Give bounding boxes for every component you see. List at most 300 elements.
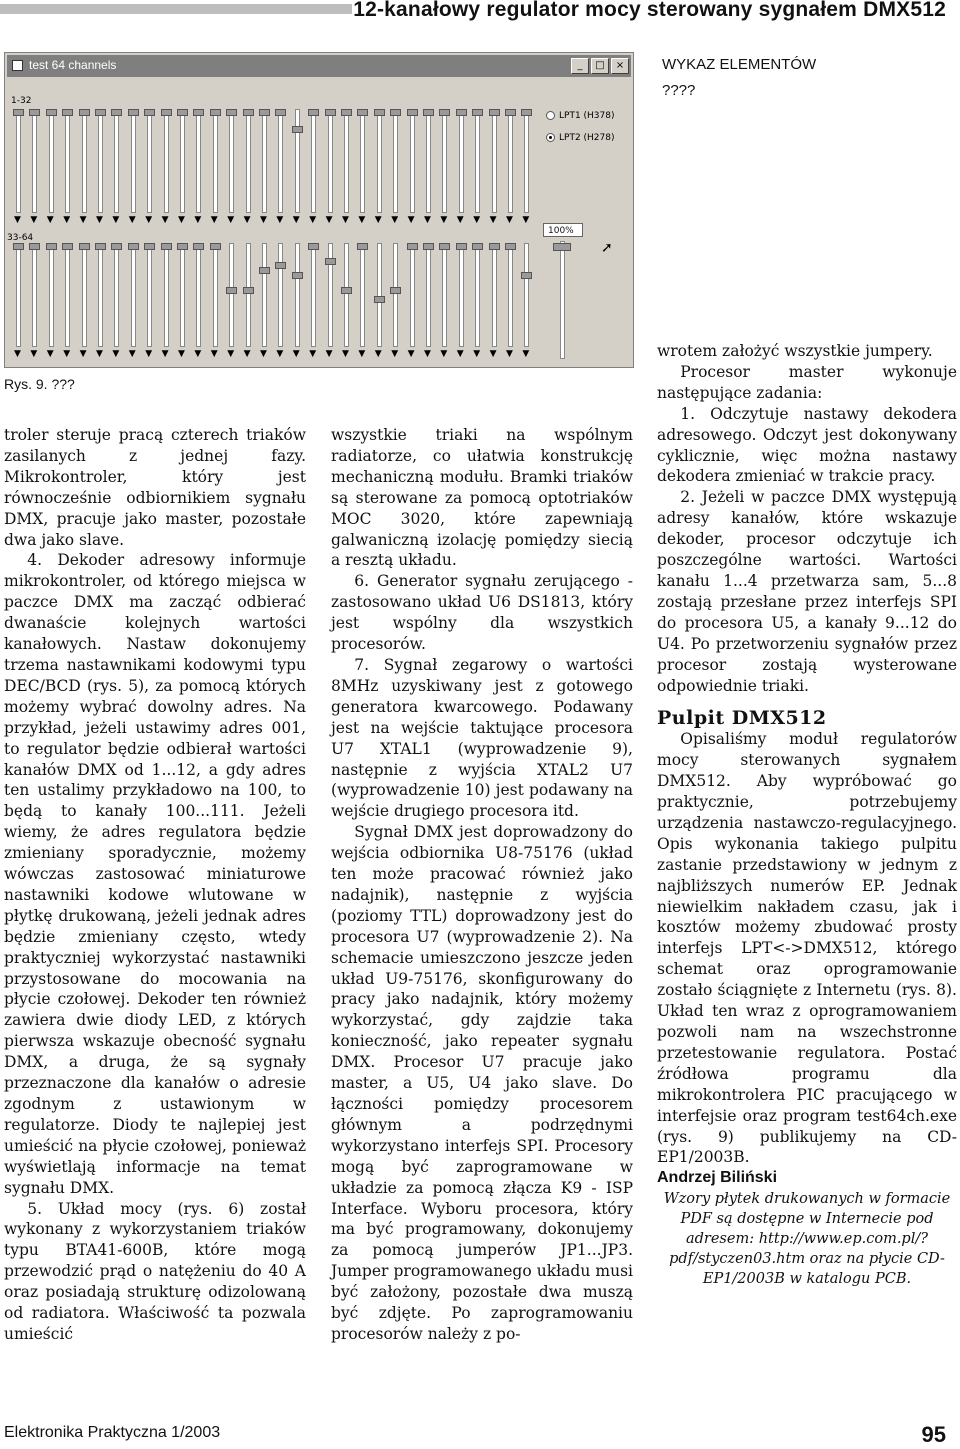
paragraph: troler steruje pracą czterech triaków zasilanych z jednej fazy. Mikrokontroler, który jest równocześnie odbiornikiem sygnału DMX, pracuje jako master, pozostałe dwa jako slave. [4, 426, 306, 549]
slider-arrow-icon: ▼ [407, 215, 415, 225]
paragraph: 1. Odczytuje nastawy dekodera adresowego. Odczyt jest dokonywany cyklicznie, więc można nastawy dekodera zmieniać w trakcie pracy. [657, 404, 957, 486]
slider-track [16, 109, 21, 213]
slider-arrow-icon: ▼ [145, 349, 153, 359]
slider-track [410, 243, 415, 347]
slider-arrow-icon: ▼ [473, 215, 481, 225]
slider-arrow-icon: ▼ [96, 349, 103, 359]
channel-slider-34[interactable] [29, 243, 40, 359]
slider-track [377, 109, 382, 213]
channel-slider-28[interactable] [456, 109, 467, 225]
slider-track [311, 243, 316, 347]
slider-arrow-icon: ▼ [145, 215, 153, 225]
slider-track [492, 109, 497, 213]
slider-thumb[interactable] [521, 109, 532, 116]
slider-thumb[interactable] [29, 109, 40, 116]
slider-thumb[interactable] [423, 243, 434, 250]
slider-thumb[interactable] [161, 109, 172, 116]
channel-slider-62[interactable] [489, 243, 500, 359]
channel-slider-7[interactable] [111, 109, 122, 225]
channel-slider-32[interactable] [521, 109, 532, 225]
slider-thumb[interactable] [128, 109, 139, 116]
slider-arrow-icon: ▼ [161, 349, 169, 359]
channel-slider-40[interactable] [128, 243, 139, 359]
slider-track [229, 109, 234, 213]
channel-slider-13[interactable] [210, 109, 221, 225]
slider-arrow-icon: ▼ [342, 215, 349, 225]
slider-arrow-icon: ▼ [46, 349, 54, 359]
slider-thumb[interactable] [193, 243, 204, 250]
parts-list-title: WYKAZ ELEMENTÓW [662, 56, 817, 73]
slider-thumb[interactable] [521, 272, 532, 279]
slider-arrow-icon: ▼ [161, 215, 169, 225]
text-column-2 [331, 425, 633, 1345]
slider-thumb[interactable] [423, 109, 434, 116]
slider-thumb[interactable] [390, 109, 401, 116]
slider-track [114, 109, 119, 213]
mouse-pointer-icon: ➚ [601, 239, 613, 255]
channel-slider-61[interactable] [472, 243, 483, 359]
paragraph: wrotem założyć wszystkie jumpery. [657, 342, 933, 360]
slider-track [524, 109, 529, 213]
master-slider-thumb[interactable] [553, 243, 571, 251]
slider-thumb[interactable] [308, 243, 319, 250]
window-titlebar [7, 55, 631, 77]
channel-slider-19[interactable] [308, 109, 319, 225]
channel-slider-33[interactable] [13, 243, 24, 359]
radio-lpt2[interactable] [546, 133, 615, 143]
slider-thumb[interactable] [226, 109, 237, 116]
slider-thumb[interactable] [374, 109, 385, 116]
slider-arrow-icon: ▼ [374, 215, 382, 225]
channel-slider-56[interactable] [390, 243, 401, 359]
channel-slider-51[interactable] [308, 243, 319, 359]
slider-thumb[interactable] [177, 243, 188, 250]
slider-arrow-icon: ▼ [112, 349, 120, 359]
paragraph: 7. Sygnał zegarowy o wartości 8MHz uzyskiwany jest z gotowego generatora kwarcowego. Podawany jest na wejście taktujące procesora U7 XTAL1 (wyprowadzenie 9), następnie z wyjścia XTAL2 U7 (wyprowadzenie 10) jest podawany na wejście drugiego procesora itd. [331, 655, 633, 821]
slider-track [164, 109, 169, 213]
channel-slider-11[interactable] [177, 109, 188, 225]
slider-track [475, 243, 480, 347]
slider-thumb[interactable] [325, 258, 336, 265]
slider-track [459, 243, 464, 347]
slider-track [49, 243, 54, 347]
slider-track [295, 109, 300, 213]
channel-slider-20[interactable] [325, 109, 336, 225]
parts-list-content: ???? [662, 82, 696, 99]
channel-slider-29[interactable] [472, 109, 483, 225]
slider-thumb[interactable] [275, 262, 286, 269]
slider-arrow-icon: ▼ [112, 215, 120, 225]
slider-thumb[interactable] [226, 287, 237, 294]
slider-arrow-icon: ▼ [194, 215, 202, 225]
slider-thumb[interactable] [489, 243, 500, 250]
channel-slider-2[interactable] [29, 109, 40, 225]
slider-arrow-icon: ▼ [178, 215, 185, 225]
slider-track [508, 109, 513, 213]
slider-thumb[interactable] [161, 243, 172, 250]
slider-thumb[interactable] [505, 243, 516, 250]
slider-arrow-icon: ▼ [309, 215, 317, 225]
slider-thumb[interactable] [177, 109, 188, 116]
channel-slider-47[interactable] [243, 243, 254, 359]
channel-slider-22[interactable] [357, 109, 368, 225]
slider-arrow-icon: ▼ [456, 349, 464, 359]
slider-arrow-icon: ▼ [79, 349, 87, 359]
slider-thumb[interactable] [390, 287, 401, 294]
radio-lpt1-circle[interactable] [546, 111, 555, 120]
slider-arrow-icon: ▼ [342, 349, 349, 359]
slider-arrow-icon: ▼ [489, 215, 497, 225]
slider-arrow-icon: ▼ [424, 349, 431, 359]
slider-arrow-icon: ▼ [309, 349, 317, 359]
channel-slider-5[interactable] [79, 109, 90, 225]
section-heading: Pulpit DMX512 [657, 707, 827, 730]
running-header-title: 12-kanałowy regulator mocy sterowany sygnałem DMX512 [353, 0, 946, 21]
slider-arrow-icon: ▼ [227, 349, 235, 359]
slider-thumb[interactable] [193, 109, 204, 116]
slider-track [82, 243, 87, 347]
text-column-3 [657, 341, 957, 1289]
slider-track [442, 109, 447, 213]
footer-magazine: Elektronika Praktyczna 1/2003 [4, 1424, 221, 1441]
header-decor-bar [0, 4, 352, 14]
channel-slider-12[interactable] [193, 109, 204, 225]
figure-caption: Rys. 9. ??? [4, 376, 75, 392]
slider-arrow-icon: ▼ [243, 215, 251, 225]
channel-slider-35[interactable] [46, 243, 57, 359]
slider-thumb[interactable] [95, 109, 106, 116]
channel-slider-59[interactable] [439, 243, 450, 359]
slider-thumb[interactable] [505, 109, 516, 116]
channel-slider-39[interactable] [111, 243, 122, 359]
slider-track [344, 109, 349, 213]
channel-slider-60[interactable] [456, 243, 467, 359]
slider-track [360, 109, 365, 213]
slider-thumb[interactable] [13, 243, 24, 250]
master-slider-track [560, 241, 565, 359]
slider-track [377, 243, 382, 347]
slider-track [16, 243, 21, 347]
channel-slider-10[interactable] [161, 109, 172, 225]
channel-slider-24[interactable] [390, 109, 401, 225]
slider-thumb[interactable] [62, 109, 73, 116]
slider-track [311, 109, 316, 213]
channel-slider-50[interactable] [292, 243, 303, 359]
slider-thumb[interactable] [13, 109, 24, 116]
channel-slider-30[interactable] [489, 109, 500, 225]
slider-track [147, 243, 152, 347]
slider-arrow-icon: ▼ [30, 349, 38, 359]
slider-arrow-icon: ▼ [30, 215, 38, 225]
slider-arrow-icon: ▼ [210, 349, 218, 359]
slider-thumb[interactable] [456, 243, 467, 250]
slider-track [262, 243, 267, 347]
channel-slider-49[interactable] [275, 243, 286, 359]
paragraph: 5. Układ mocy (rys. 6) został wykonany z wykorzystaniem triaków typu BTA41-600B, które mogą przewodzić prąd o natężeniu do 40 A oraz posiadają strukturę odizolowaną od radiatora. Właściwość ta pozwala umieścić [4, 1199, 306, 1343]
channel-slider-37[interactable] [79, 243, 90, 359]
slider-thumb[interactable] [357, 109, 368, 116]
slider-track [360, 243, 365, 347]
slider-thumb[interactable] [292, 272, 303, 279]
channel-slider-54[interactable] [357, 243, 368, 359]
slider-arrow-icon: ▼ [391, 215, 399, 225]
slider-track [229, 243, 234, 347]
slider-thumb[interactable] [95, 243, 106, 250]
slider-thumb[interactable] [275, 109, 286, 116]
slider-arrow-icon: ▼ [325, 215, 333, 225]
slider-track [475, 109, 480, 213]
slider-track [410, 109, 415, 213]
group-label-1-32: 1-32 [11, 96, 32, 106]
paragraph: Opisaliśmy moduł regulatorów mocy sterowanych sygnałem DMX512. Aby wypróbować go praktycznie, potrzebujemy urządzenia nastawczo-regulacyjnego. Opis wykonania takiego pulpitu zastanie przedstawiony w jednym z najbliższych numerów EP. Jednak niewielkim nakładem czasu, jak i kosztów możemy zbudować prosty interfejs LPT<->DMX512, którego schemat oraz oprogramowanie zostało ściągnięte z Internetu (rys. 8). Układ ten wraz z oprogramowaniem pozwoli nam na wszechstronne przetestowanie regulatora. Postać źródłowa programu dla mikrokontrolera PIC pracującego w interfejsie oraz program test64ch.exe (rys. 9) publikujemy na CD-EP1/2003B. [657, 730, 957, 1167]
slider-thumb[interactable] [46, 243, 57, 250]
channel-slider-17[interactable] [275, 109, 286, 225]
slider-thumb[interactable] [210, 109, 221, 116]
channel-slider-3[interactable] [46, 109, 57, 225]
window-title: test 64 channels [29, 58, 117, 72]
slider-arrow-icon: ▼ [227, 215, 235, 225]
slider-thumb[interactable] [472, 109, 483, 116]
slider-arrow-icon: ▼ [128, 215, 136, 225]
slider-track [426, 243, 431, 347]
slider-arrow-icon: ▼ [63, 215, 71, 225]
slider-track [180, 243, 185, 347]
channel-slider-31[interactable] [505, 109, 516, 225]
slider-track [426, 109, 431, 213]
slider-arrow-icon: ▼ [325, 349, 333, 359]
slider-arrow-icon: ▼ [194, 349, 202, 359]
slider-track [262, 109, 267, 213]
slider-track [442, 243, 447, 347]
slider-arrow-icon: ▼ [522, 349, 530, 359]
slider-track [295, 243, 300, 347]
slider-arrow-icon: ▼ [506, 349, 513, 359]
close-icon[interactable]: × [611, 58, 629, 74]
slider-arrow-icon: ▼ [473, 349, 481, 359]
slider-thumb[interactable] [489, 109, 500, 116]
slider-arrow-icon: ▼ [178, 349, 185, 359]
slider-track [49, 109, 54, 213]
slider-track [114, 243, 119, 347]
slider-arrow-icon: ▼ [96, 215, 103, 225]
slider-arrow-icon: ▼ [292, 349, 300, 359]
slider-track [196, 109, 201, 213]
slider-thumb[interactable] [259, 267, 270, 274]
channel-slider-8[interactable] [128, 109, 139, 225]
slider-track [131, 243, 136, 347]
slider-track [32, 243, 37, 347]
radio-lpt1[interactable] [546, 111, 615, 121]
slider-arrow-icon: ▼ [440, 349, 448, 359]
channel-slider-48[interactable] [259, 243, 270, 359]
slider-arrow-icon: ▼ [276, 215, 284, 225]
slider-arrow-icon: ▼ [210, 215, 218, 225]
slider-track [459, 109, 464, 213]
channel-slider-41[interactable] [144, 243, 155, 359]
slider-track [328, 109, 333, 213]
paragraph: wszystkie triaki na wspólnym radiatorze, co ułatwia konstrukcję mechaniczną modułu. Bramki triaków są sterowane za pomocą optotriaków MOC 3020, które zapewniają galwaniczną izolację pomiędzy siecią a resztą układu. [331, 426, 633, 570]
slider-arrow-icon: ▼ [358, 349, 366, 359]
slider-thumb[interactable] [46, 109, 57, 116]
slider-track [213, 243, 218, 347]
channel-slider-36[interactable] [62, 243, 73, 359]
channel-slider-57[interactable] [407, 243, 418, 359]
slider-track [98, 243, 103, 347]
slider-thumb[interactable] [374, 296, 385, 303]
download-note: Wzory płytek drukowanych w formacie PDF są dostępne w Internecie pod adresem: http://www.ep.com.pl/?pdf/styczen03.htm oraz na płycie CD-EP1/2003B w katalogu PCB. [663, 1191, 951, 1288]
slider-thumb[interactable] [144, 243, 155, 250]
slider-track [393, 109, 398, 213]
channel-slider-55[interactable] [374, 243, 385, 359]
master-percent-readout: 100% [543, 223, 583, 237]
slider-track [180, 109, 185, 213]
slider-arrow-icon: ▼ [260, 215, 267, 225]
page-number: 95 [921, 1422, 946, 1447]
channel-slider-63[interactable] [505, 243, 516, 359]
channel-slider-1[interactable] [13, 109, 24, 225]
channel-slider-21[interactable] [341, 109, 352, 225]
slider-track [82, 109, 87, 213]
slider-thumb[interactable] [456, 109, 467, 116]
slider-track [164, 243, 169, 347]
slider-arrow-icon: ▼ [128, 349, 136, 359]
channel-slider-27[interactable] [439, 109, 450, 225]
slider-thumb[interactable] [62, 243, 73, 250]
text-column-1 [4, 425, 306, 1345]
channel-slider-9[interactable] [144, 109, 155, 225]
radio-lpt2-label: LPT2 (H278) [559, 133, 615, 143]
channel-slider-58[interactable] [423, 243, 434, 359]
paragraph: Sygnał DMX jest doprowadzony do wejścia odbiornika U8-75176 (układ ten może pracować również jako nadajnik), następnie z wyjścia (poziomy TTL) doprowadzony jest do procesora U7 (wyprowadzenie 2). Na schemacie umieszczono jeszcze jeden układ U9-75176, skonfigurowany do pracy jako nadajnik, który możemy wykorzystać, gdy zajdzie taka konieczność, jako repeater sygnału DMX. Procesor U7 pracuje jako master, a U5, U4 jako slave. Do łączności pomiędzy procesorem głównym a podrzędnymi wykorzystano interfejs SPI. Procesory mogą być zaprogramowane w układzie za pomocą złącza K9 - ISP Interface. Wyboru procesora, który ma być programowany, dokonujemy za pomocą jumperów JP1...JP3. Jumper programowanego układu musi być założony, pozostałe dwa muszą być zdjęte. Po zaprogramowaniu procesorów należy z po- [331, 823, 633, 1343]
author-name: Andrzej Biliński [657, 1169, 778, 1187]
minimize-icon[interactable]: _ [571, 58, 589, 74]
app-window-screenshot [4, 52, 634, 368]
slider-arrow-icon: ▼ [456, 215, 464, 225]
master-slider[interactable] [553, 241, 571, 359]
slider-arrow-icon: ▼ [358, 215, 366, 225]
slider-arrow-icon: ▼ [522, 215, 530, 225]
slider-arrow-icon: ▼ [424, 215, 431, 225]
slider-track [196, 243, 201, 347]
channel-slider-44[interactable] [193, 243, 204, 359]
channel-slider-53[interactable] [341, 243, 352, 359]
slider-arrow-icon: ▼ [292, 215, 300, 225]
channel-slider-43[interactable] [177, 243, 188, 359]
channel-slider-23[interactable] [374, 109, 385, 225]
slider-track [278, 109, 283, 213]
slider-arrow-icon: ▼ [391, 349, 399, 359]
slider-thumb[interactable] [210, 243, 221, 250]
channel-slider-25[interactable] [407, 109, 418, 225]
paragraph: 4. Dekoder adresowy informuje mikrokontroler, od którego miejsca w paczce DMX ma zacząć odbierać dwanaście kolejnych wartości kanałowych. Nastaw dokonujemy trzema nastawnikami kodowymi typu DEC/BCD (rys. 5), za pomocą których możemy wybrać dowolny adres. Na przykład, jeżeli ustawimy adres 001, to regulator będzie odbierał wartości kanałów DMX od 1...12, a gdy adres ten ustalimy przykładowo na 100, to będą to kanały 100...111. Jeżeli wiemy, że adres regulatora będzie zmieniany sporadycznie, możemy wówczas zastosować miniaturowe nastawniki kodowe wlutowane w płytkę drukowaną, jeżeli jednak adres będzie zmieniany często, wtedy praktyczniej wykorzystać nastawniki przystosowane do mocowania na płycie czołowej. Dekoder ten również zawiera dwie diody LED, z których pierwsza wskazuje obecność sygnału DMX, a druga, że są sygnały przeznaczone dla kanałów o adresie zgodnym z ustawionym w regulatorze. Diody te najlepiej jest umieścić na płycie czołowej, ponieważ wyświetlają informacje na temat sygnału DMX. [4, 551, 306, 1197]
group-label-33-64: 33-64 [7, 233, 34, 243]
paragraph: Procesor master wykonuje następujące zadania: [657, 362, 957, 402]
slider-thumb[interactable] [407, 243, 418, 250]
slider-thumb[interactable] [111, 109, 122, 116]
slider-arrow-icon: ▼ [506, 215, 513, 225]
slider-track [246, 109, 251, 213]
slider-track [65, 109, 70, 213]
slider-arrow-icon: ▼ [374, 349, 382, 359]
slider-arrow-icon: ▼ [243, 349, 251, 359]
slider-arrow-icon: ▼ [407, 349, 415, 359]
slider-thumb[interactable] [128, 243, 139, 250]
channel-slider-64[interactable] [521, 243, 532, 359]
channel-slider-6[interactable] [95, 109, 106, 225]
channel-slider-52[interactable] [325, 243, 336, 359]
slider-track [131, 109, 136, 213]
slider-thumb[interactable] [407, 109, 418, 116]
slider-arrow-icon: ▼ [46, 215, 54, 225]
channel-slider-46[interactable] [226, 243, 237, 359]
slider-thumb[interactable] [243, 287, 254, 294]
slider-arrow-icon: ▼ [489, 349, 497, 359]
channel-slider-16[interactable] [259, 109, 270, 225]
slider-track [213, 109, 218, 213]
slider-arrow-icon: ▼ [14, 215, 21, 225]
channel-slider-42[interactable] [161, 243, 172, 359]
slider-thumb[interactable] [79, 243, 90, 250]
slider-thumb[interactable] [341, 287, 352, 294]
slider-arrow-icon: ▼ [276, 349, 284, 359]
slider-track [344, 243, 349, 347]
slider-track [393, 243, 398, 347]
slider-track [32, 109, 37, 213]
radio-lpt1-label: LPT1 (H378) [559, 111, 615, 121]
slider-thumb[interactable] [308, 109, 319, 116]
slider-thumb[interactable] [292, 126, 303, 133]
slider-thumb[interactable] [357, 243, 368, 250]
slider-thumb[interactable] [439, 109, 450, 116]
slider-thumb[interactable] [144, 109, 155, 116]
slider-thumb[interactable] [29, 243, 40, 250]
slider-arrow-icon: ▼ [63, 349, 71, 359]
slider-track [147, 109, 152, 213]
slider-track [98, 109, 103, 213]
slider-thumb[interactable] [259, 109, 270, 116]
channel-slider-4[interactable] [62, 109, 73, 225]
slider-thumb[interactable] [341, 109, 352, 116]
slider-thumb[interactable] [79, 109, 90, 116]
slider-track [246, 243, 251, 347]
slider-track [492, 243, 497, 347]
channel-slider-14[interactable] [226, 109, 237, 225]
channel-slider-38[interactable] [95, 243, 106, 359]
channel-slider-26[interactable] [423, 109, 434, 225]
slider-thumb[interactable] [325, 109, 336, 116]
radio-lpt2-circle[interactable] [546, 133, 555, 142]
slider-track [65, 243, 70, 347]
channel-slider-18[interactable] [292, 109, 303, 225]
slider-arrow-icon: ▼ [260, 349, 267, 359]
slider-track [508, 243, 513, 347]
slider-track [278, 243, 283, 347]
slider-thumb[interactable] [111, 243, 122, 250]
paragraph: 6. Generator sygnału zerującego - zastosowano układ U6 DS1813, który jest wspólny dla wszystkich procesorów. [331, 572, 633, 654]
app-icon [12, 60, 23, 71]
paragraph: 2. Jeżeli w paczce DMX występują adresy kanałów, które wskazuje dekoder, procesor odczytuje ich poszczególne wartości. Wartości kanału 1...4 przetwarza sam, 5...8 zostają przesłane przez interfejs SPI do procesora U5, a kanały 9...12 do U4. Po przetworzeniu sygnałów przez procesor zostają wysterowane odpowiednie triaki. [657, 488, 957, 695]
slider-arrow-icon: ▼ [79, 215, 87, 225]
slider-thumb[interactable] [439, 243, 450, 250]
slider-arrow-icon: ▼ [14, 349, 21, 359]
maximize-icon[interactable]: □ [591, 58, 609, 74]
slider-arrow-icon: ▼ [440, 215, 448, 225]
channel-slider-15[interactable] [243, 109, 254, 225]
slider-thumb[interactable] [472, 243, 483, 250]
slider-thumb[interactable] [243, 109, 254, 116]
channel-slider-45[interactable] [210, 243, 221, 359]
slider-track [524, 243, 529, 347]
